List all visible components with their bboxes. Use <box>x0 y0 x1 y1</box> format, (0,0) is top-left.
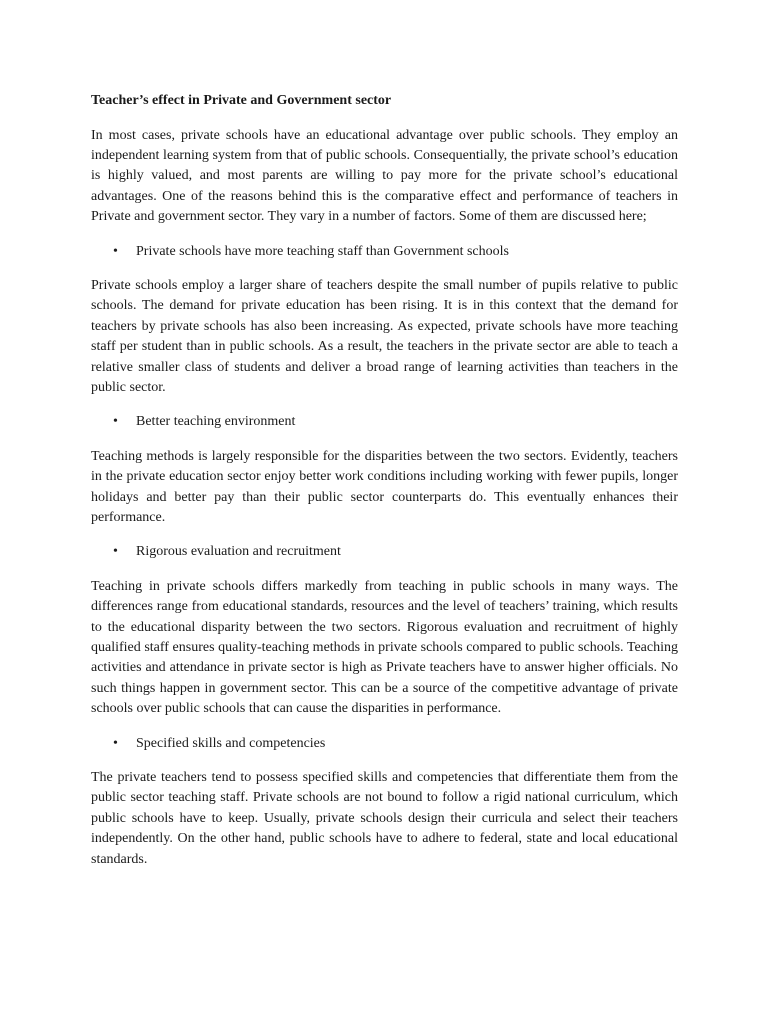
bullet-icon: • <box>113 544 118 560</box>
section-paragraph: Teaching methods is largely responsible for the disparities between the two sectors. Evidently, teachers in the private education sector enjoy better work conditions including working with fewer pupils, longer holidays and better pay than their public sector counterparts do. This eventually enhances their performance. <box>91 448 678 525</box>
section-heading: Private schools have more teaching staff than Government schools <box>136 243 509 259</box>
section-heading: Specified skills and competencies <box>136 735 326 751</box>
section-heading: Better teaching environment <box>136 414 296 430</box>
bullet-item <box>91 242 678 262</box>
bullet-item <box>91 412 678 432</box>
document-title: Teacher’s effect in Private and Government sector <box>91 93 392 108</box>
section-paragraph: The private teachers tend to possess specified skills and competencies that differentiate them from the public sector teaching staff. Private schools are not bound to follow a rigid national curriculum, which public schools have to keep. Usually, private schools design their curricula and select their teachers independently. On the other hand, public schools have to adhere to federal, state and local educational standards. <box>91 770 678 867</box>
bullet-item <box>91 542 678 562</box>
bullet-icon: • <box>113 735 118 751</box>
bullet-icon: • <box>113 243 118 259</box>
document-content <box>91 91 678 870</box>
bullet-icon: • <box>113 414 118 430</box>
bullet-item <box>91 734 678 754</box>
section-paragraph: Teaching in private schools differs markedly from teaching in public schools in many ways. The differences range from educational standards, resources and the level of teachers’ training, which results to the educational disparity between the two sectors. Rigorous evaluation and recruitment of highly qualified staff ensures quality-teaching methods in private schools compared to public schools. Teaching activities and attendance in private sector is high as Private teachers have to answer higher officials. No such things happen in government sector. This can be a source of the competitive advantage of private schools over public schools that can cause the disparities in performance. <box>91 578 678 717</box>
section-paragraph: Private schools employ a larger share of teachers despite the small number of pupils relative to public schools. The demand for private education has been rising. It is in this context that the demand for teachers by private schools has also been increasing. As expected, private schools have more teaching staff per student than in public schools. As a result, the teachers in the private sector are able to teach a relative smaller class of students and deliver a broad range of learning activities than teachers in the public sector. <box>91 277 678 395</box>
section-heading: Rigorous evaluation and recruitment <box>136 544 341 560</box>
intro-paragraph: In most cases, private schools have an educational advantage over public schools. They employ an independent learning system from that of public schools. Consequentially, the private school’s education is highly valued, and most parents are willing to pay more for the private school’s educational advantages. One of the reasons behind this is the comparative effect and performance of teachers in Private and government sector. They vary in a number of factors. Some of them are discussed here; <box>91 127 678 225</box>
